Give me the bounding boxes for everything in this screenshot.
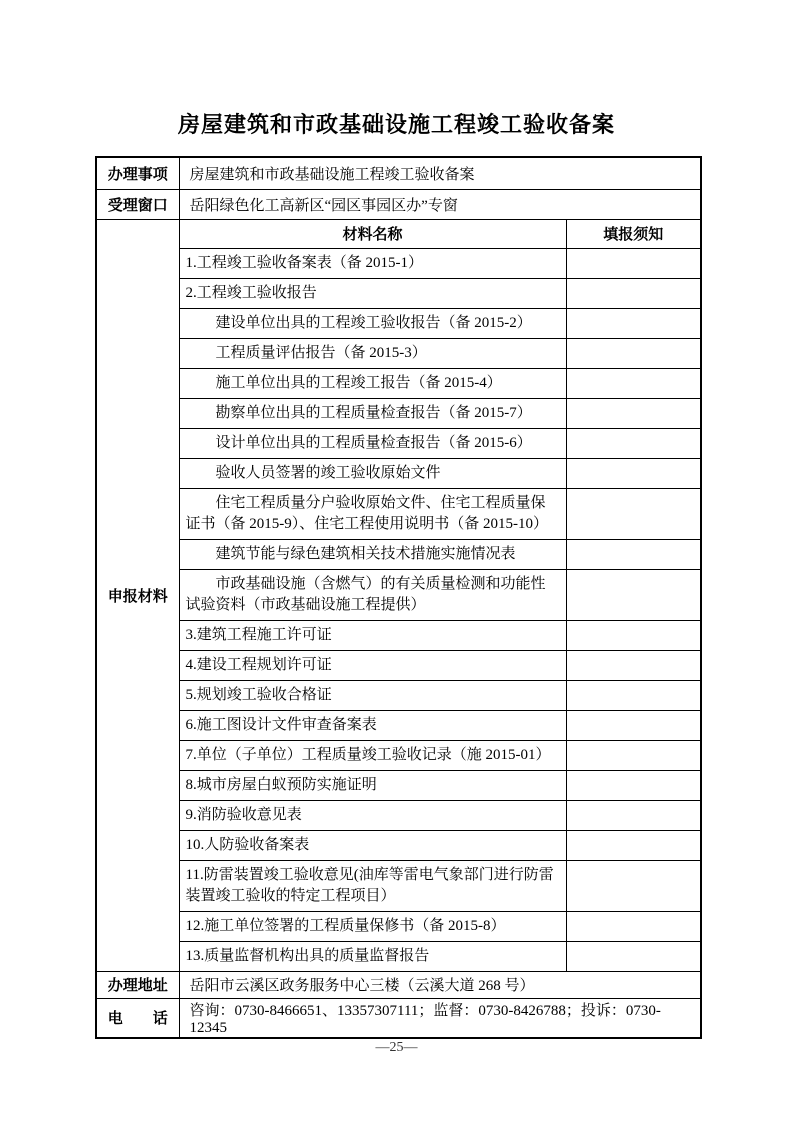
address-label: 办理地址 [96,971,179,998]
material-note-cell [566,830,701,860]
material-row [96,428,701,458]
acceptance-window-label: 受理窗口 [96,189,179,219]
address-value: 岳阳市云溪区政务服务中心三楼（云溪大道 268 号） [179,971,701,998]
handling-item-value: 房屋建筑和市政基础设施工程竣工验收备案 [179,157,701,189]
material-note-cell [566,539,701,569]
material-row [96,368,701,398]
material-row [96,620,701,650]
material-name: 住宅工程质量分户验收原始文件、住宅工程质量保证书（备 2015-9）、住宅工程使用说明书（备 2015-10） [179,488,566,539]
acceptance-window-value: 岳阳绿色化工高新区“园区事园区办”专窗 [179,189,701,219]
material-name: 8.城市房屋白蚁预防实施证明 [179,770,566,800]
page-number: —25— [375,1040,418,1055]
material-name: 4.建设工程规划许可证 [179,650,566,680]
material-note-cell [566,368,701,398]
material-note-cell [566,800,701,830]
material-name: 建筑节能与绿色建筑相关技术措施实施情况表 [179,539,566,569]
phone-value: 咨询：0730-8466651、13357307111；监督：0730-8426788；投诉：0730-12345 [179,998,701,1038]
material-row [96,278,701,308]
material-note-cell [566,248,701,278]
materials-section-label: 申报材料 [96,219,179,971]
material-row [96,308,701,338]
material-note-cell [566,710,701,740]
material-note-cell [566,458,701,488]
material-name: 12.施工单位签署的工程质量保修书（备 2015-8） [179,911,566,941]
material-note-cell [566,650,701,680]
material-note-cell [566,770,701,800]
material-name: 建设单位出具的工程竣工验收报告（备 2015-2） [179,308,566,338]
phone-label: 电 话 [96,998,179,1038]
material-row [96,398,701,428]
materials-header-row [96,219,701,248]
material-row [96,338,701,368]
material-name: 11.防雷装置竣工验收意见(油库等雷电气象部门进行防雷装置竣工验收的特定工程项目） [179,860,566,911]
material-row [96,710,701,740]
material-note-cell [566,911,701,941]
material-note-cell [566,488,701,539]
handling-item-row [96,157,701,189]
material-note-cell [566,308,701,338]
material-name: 2.工程竣工验收报告 [179,278,566,308]
material-name: 施工单位出具的工程竣工报告（备 2015-4） [179,368,566,398]
material-row [96,539,701,569]
acceptance-window-row [96,189,701,219]
material-name: 1.工程竣工验收备案表（备 2015-1） [179,248,566,278]
material-row [96,941,701,971]
material-row [96,830,701,860]
material-row [96,800,701,830]
material-note-cell [566,860,701,911]
material-name: 10.人防验收备案表 [179,830,566,860]
material-name: 设计单位出具的工程质量检查报告（备 2015-6） [179,428,566,458]
material-note-cell [566,278,701,308]
material-note-cell [566,398,701,428]
material-name: 验收人员签署的竣工验收原始文件 [179,458,566,488]
material-name: 13.质量监督机构出具的质量监督报告 [179,941,566,971]
material-note-cell [566,338,701,368]
material-note-cell [566,620,701,650]
material-name: 6.施工图设计文件审查备案表 [179,710,566,740]
material-row [96,860,701,911]
material-row [96,488,701,539]
material-row [96,680,701,710]
material-note-cell [566,740,701,770]
material-note-cell [566,680,701,710]
material-note-cell [566,941,701,971]
material-name: 勘察单位出具的工程质量检查报告（备 2015-7） [179,398,566,428]
material-name: 工程质量评估报告（备 2015-3） [179,338,566,368]
phone-row [96,998,701,1038]
material-row [96,650,701,680]
address-row [96,971,701,998]
material-note-cell [566,569,701,620]
material-name: 3.建筑工程施工许可证 [179,620,566,650]
material-row [96,740,701,770]
handling-item-label: 办理事项 [96,157,179,189]
material-name: 市政基础设施（含燃气）的有关质量检测和功能性试验资料（市政基础设施工程提供） [179,569,566,620]
material-note-cell [566,428,701,458]
column-header-filling-note: 填报须知 [566,219,701,248]
page-title: 房屋建筑和市政基础设施工程竣工验收备案 [177,112,615,137]
material-row [96,248,701,278]
material-name: 5.规划竣工验收合格证 [179,680,566,710]
column-header-material-name: 材料名称 [179,219,566,248]
material-name: 7.单位（子单位）工程质量竣工验收记录（施 2015-01） [179,740,566,770]
material-row [96,770,701,800]
material-row [96,458,701,488]
material-row [96,911,701,941]
material-row [96,569,701,620]
filing-info-table [95,156,702,1039]
material-name: 9.消防验收意见表 [179,800,566,830]
